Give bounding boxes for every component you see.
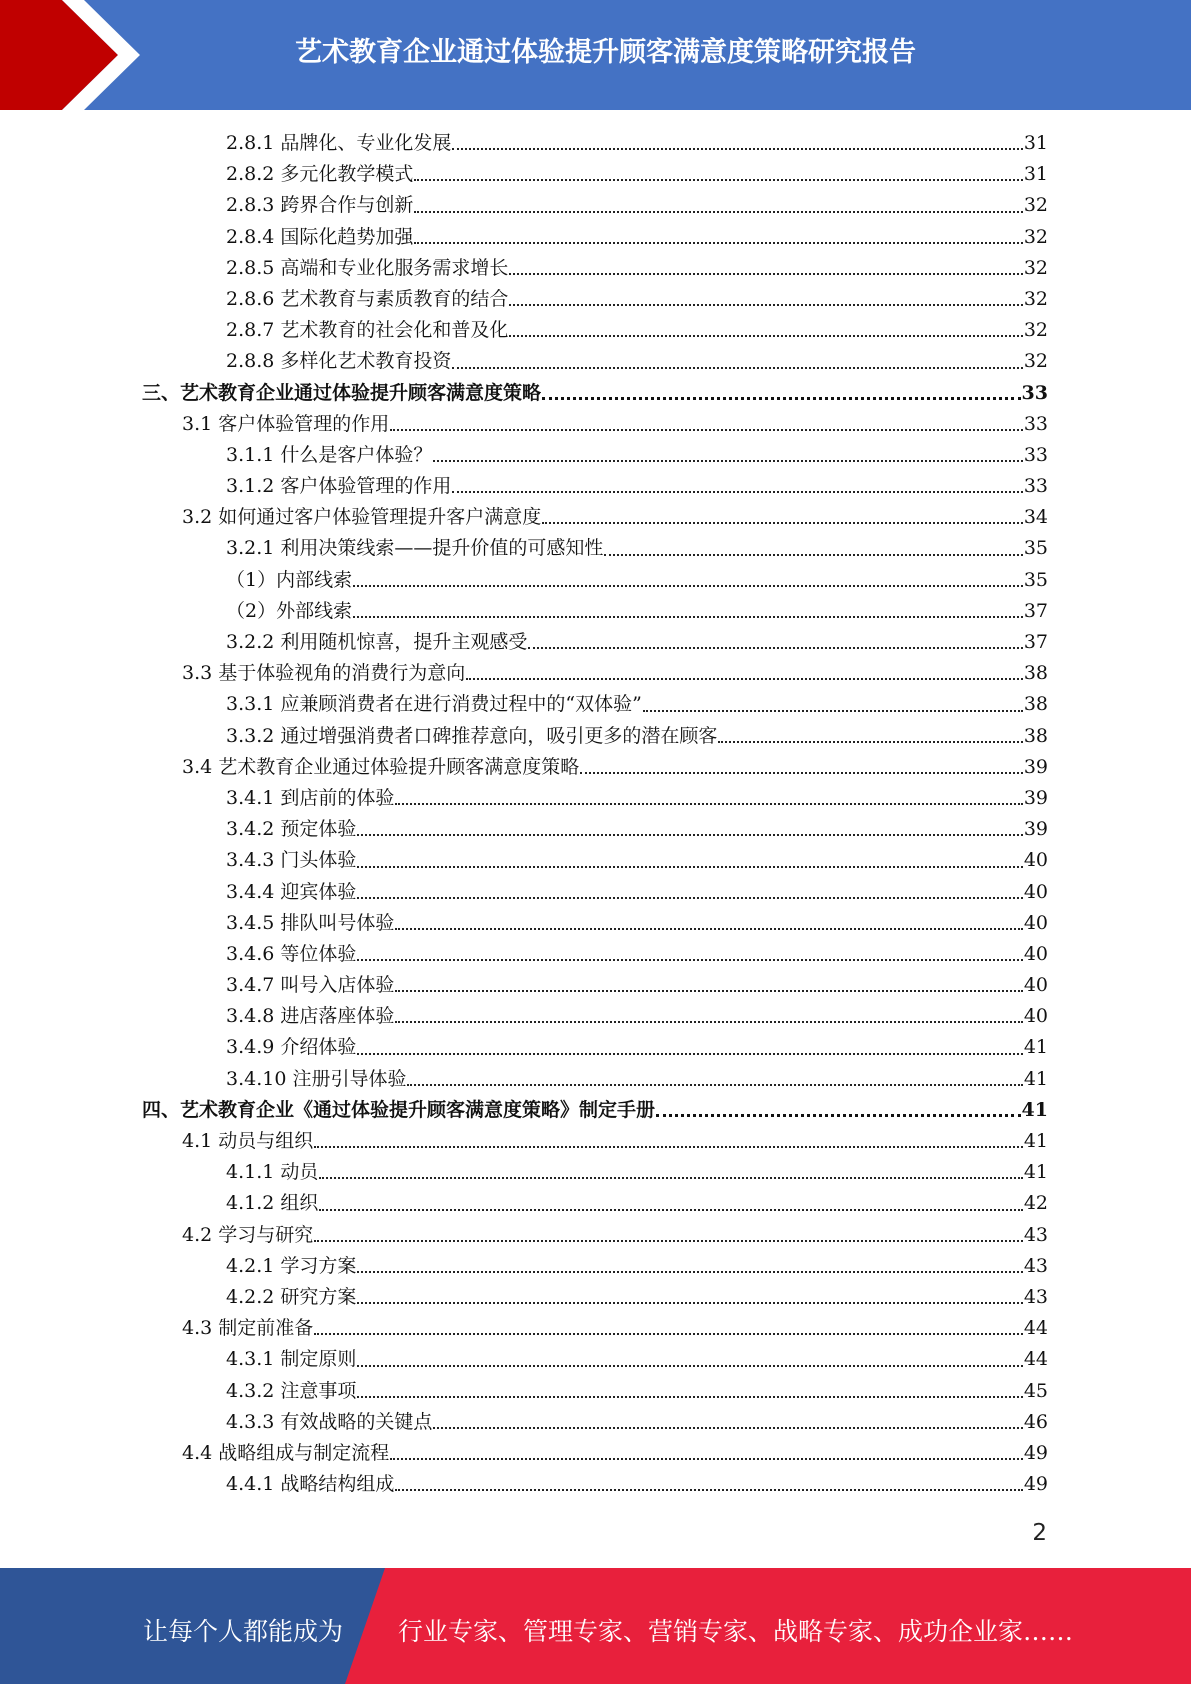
- toc-entry-page: 37: [1023, 599, 1048, 622]
- toc-entry-title: 3.4.9 介绍体验: [226, 1036, 357, 1059]
- toc-dot-leader: [528, 646, 1022, 649]
- toc-entry[interactable]: [142, 1188, 1048, 1219]
- toc-dot-leader: [357, 896, 1022, 899]
- toc-dot-leader: [452, 147, 1022, 150]
- toc-dot-leader: [314, 1239, 1023, 1242]
- toc-entry-title: 3.1 客户体验管理的作用: [182, 412, 390, 435]
- toc-entry-page: 41: [1021, 1098, 1048, 1121]
- toc-dot-leader: [433, 459, 1022, 462]
- toc-dot-leader: [407, 1083, 1022, 1086]
- page-header: [0, 0, 1191, 110]
- toc-entry-page: 40: [1023, 911, 1048, 934]
- toc-entry-title: 4.1.2 组织: [226, 1192, 319, 1215]
- page-number: 2: [1032, 1520, 1047, 1546]
- toc-dot-leader: [390, 1457, 1023, 1460]
- toc-entry[interactable]: [142, 378, 1048, 409]
- toc-entry[interactable]: [142, 721, 1048, 752]
- page-footer: [0, 1568, 1191, 1684]
- toc-dot-leader: [357, 833, 1022, 836]
- toc-entry[interactable]: [142, 533, 1048, 564]
- toc-entry[interactable]: [142, 190, 1048, 221]
- toc-dot-leader: [314, 1332, 1023, 1335]
- toc-dot-leader: [390, 428, 1023, 431]
- toc-entry[interactable]: [142, 970, 1048, 1001]
- toc-entry[interactable]: [142, 471, 1048, 502]
- toc-entry[interactable]: [142, 253, 1048, 284]
- toc-dot-leader: [643, 709, 1023, 712]
- toc-dot-leader: [357, 1301, 1022, 1304]
- toc-dot-leader: [509, 303, 1022, 306]
- toc-entry[interactable]: [142, 1126, 1048, 1157]
- toc-entry-title: 3.4 艺术教育企业通过体验提升顾客满意度策略: [182, 755, 580, 778]
- toc-dot-leader: [414, 241, 1022, 244]
- toc-entry-title: 3.1.1 什么是客户体验？: [226, 443, 433, 466]
- toc-entry-page: 33: [1023, 412, 1048, 435]
- toc-entry[interactable]: [142, 658, 1048, 689]
- toc-entry-title: 3.4.1 到店前的体验: [226, 786, 395, 809]
- toc-dot-leader: [319, 1208, 1022, 1211]
- toc-entry[interactable]: [142, 1376, 1048, 1407]
- toc-entry-title: （1）内部线索: [226, 568, 353, 591]
- toc-entry-title: 三、艺术教育企业通过体验提升顾客满意度策略: [142, 381, 542, 404]
- toc-entry-page: 41: [1023, 1036, 1048, 1059]
- toc-entry[interactable]: [142, 222, 1048, 253]
- toc-entry-title: 4.1.1 动员: [226, 1161, 319, 1184]
- toc-dot-leader: [357, 1364, 1022, 1367]
- toc-dot-leader: [414, 210, 1022, 213]
- toc-entry-page: 33: [1021, 381, 1048, 404]
- toc-entry-page: 41: [1023, 1130, 1048, 1152]
- toc-entry-title: 4.3.3 有效战略的关键点: [226, 1410, 433, 1433]
- toc-entry-title: 2.8.4 国际化趋势加强: [226, 225, 414, 248]
- toc-entry-title: 3.4.4 迎宾体验: [226, 880, 357, 903]
- toc-entry-page: 32: [1023, 225, 1048, 248]
- toc-entry-title: 4.1 动员与组织: [182, 1130, 314, 1152]
- toc-entry-title: 3.1.2 客户体验管理的作用: [226, 475, 452, 498]
- toc-entry-page: 33: [1023, 443, 1048, 466]
- toc-entry[interactable]: [142, 502, 1048, 533]
- toc-entry-title: 2.8.3 跨界合作与创新: [226, 194, 414, 217]
- toc-entry-page: 44: [1023, 1317, 1048, 1340]
- toc-entry-title: 4.3.1 制定原则: [226, 1348, 357, 1371]
- toc-entry-page: 34: [1023, 506, 1048, 529]
- toc-entry[interactable]: [142, 315, 1048, 346]
- toc-entry[interactable]: [142, 128, 1048, 159]
- toc-entry[interactable]: [142, 939, 1048, 970]
- toc-entry[interactable]: [142, 1064, 1048, 1095]
- footer-slogan-left: 让每个人都能成为: [143, 1617, 344, 1646]
- toc-entry-title: 四、艺术教育企业《通过体验提升顾客满意度策略》制定手册: [142, 1098, 656, 1121]
- toc-entry-title: 4.2.2 研究方案: [226, 1285, 357, 1308]
- toc-entry[interactable]: [142, 1469, 1048, 1500]
- toc-entry[interactable]: [142, 1095, 1048, 1126]
- toc-entry-page: 32: [1023, 319, 1048, 342]
- toc-entry-title: 3.3.1 应兼顾消费者在进行消费过程中的“双体验”: [226, 693, 642, 716]
- toc-entry[interactable]: [142, 596, 1048, 627]
- toc-entry[interactable]: [142, 565, 1048, 596]
- toc-entry[interactable]: [142, 440, 1048, 471]
- toc-entry[interactable]: [142, 1344, 1048, 1375]
- toc-dot-leader: [656, 1113, 1021, 1117]
- toc-entry[interactable]: [142, 1220, 1048, 1251]
- toc-entry[interactable]: [142, 1438, 1048, 1469]
- toc-dot-leader: [357, 1395, 1022, 1398]
- toc-entry-title: 4.3.2 注意事项: [226, 1379, 357, 1402]
- toc-entry[interactable]: [142, 1157, 1048, 1188]
- toc-dot-leader: [452, 366, 1022, 369]
- toc-entry-page: 32: [1023, 287, 1048, 310]
- toc-entry-page: 35: [1023, 568, 1048, 591]
- toc-entry-page: 41: [1023, 1067, 1048, 1090]
- toc-entry[interactable]: [142, 1032, 1048, 1063]
- toc-dot-leader: [357, 865, 1022, 868]
- toc-dot-leader: [319, 1176, 1022, 1179]
- toc-entry-page: 40: [1023, 849, 1048, 872]
- toc-entry-title: 3.4.2 预定体验: [226, 818, 357, 841]
- toc-entry-page: 31: [1023, 163, 1048, 186]
- toc-dot-leader: [604, 553, 1022, 556]
- toc-dot-leader: [357, 1270, 1022, 1273]
- toc-entry[interactable]: [142, 908, 1048, 939]
- toc-entry[interactable]: [142, 877, 1048, 908]
- toc-entry-title: 2.8.2 多元化教学模式: [226, 163, 414, 186]
- toc-dot-leader: [452, 490, 1022, 493]
- toc-entry-page: 43: [1023, 1223, 1048, 1246]
- toc-entry-title: 3.3.2 通过增强消费者口碑推荐意向，吸引更多的潜在顾客: [226, 724, 718, 747]
- toc-entry[interactable]: [142, 845, 1048, 876]
- toc-entry[interactable]: [142, 814, 1048, 845]
- toc-entry-title: 3.3 基于体验视角的消费行为意向: [182, 662, 466, 685]
- toc-entry-page: 32: [1023, 194, 1048, 217]
- toc-dot-leader: [414, 178, 1022, 181]
- toc-entry-page: 39: [1023, 818, 1048, 841]
- toc-dot-leader: [395, 1488, 1022, 1491]
- toc-entry-title: （2）外部线索: [226, 599, 353, 622]
- toc-entry-page: 32: [1023, 350, 1048, 373]
- toc-entry-page: 39: [1023, 755, 1048, 778]
- toc-entry-page: 38: [1023, 693, 1048, 716]
- toc-dot-leader: [395, 989, 1022, 992]
- toc-entry[interactable]: [142, 752, 1048, 783]
- toc-entry-page: 39: [1023, 786, 1048, 809]
- toc-dot-leader: [395, 1020, 1022, 1023]
- toc-entry[interactable]: [142, 409, 1048, 440]
- toc-entry-title: 3.4.7 叫号入店体验: [226, 974, 395, 997]
- toc-entry-title: 4.3 制定前准备: [182, 1317, 314, 1340]
- toc-entry-page: 38: [1023, 724, 1048, 747]
- toc-dot-leader: [353, 615, 1023, 618]
- toc-entry-page: 38: [1023, 662, 1048, 685]
- table-of-contents: [142, 128, 1048, 1500]
- toc-entry[interactable]: [142, 1001, 1048, 1032]
- toc-entry-page: 43: [1023, 1285, 1048, 1308]
- toc-entry-page: 31: [1023, 132, 1048, 154]
- toc-dot-leader: [542, 396, 1021, 400]
- toc-entry-page: 37: [1023, 631, 1048, 653]
- toc-entry-page: 40: [1023, 942, 1048, 965]
- toc-entry-title: 3.4.3 门头体验: [226, 849, 357, 872]
- toc-entry[interactable]: [142, 1251, 1048, 1282]
- toc-dot-leader: [542, 521, 1023, 524]
- toc-dot-leader: [580, 771, 1023, 774]
- toc-entry-page: 46: [1023, 1410, 1048, 1433]
- toc-dot-leader: [395, 927, 1022, 930]
- toc-entry-title: 4.4 战略组成与制定流程: [182, 1441, 390, 1464]
- toc-entry-page: 44: [1023, 1348, 1048, 1371]
- toc-entry-title: 2.8.6 艺术教育与素质教育的结合: [226, 287, 509, 310]
- toc-entry-page: 45: [1023, 1379, 1048, 1402]
- toc-entry-title: 3.2.1 利用决策线索——提升价值的可感知性: [226, 537, 604, 560]
- toc-dot-leader: [466, 677, 1023, 680]
- toc-entry-title: 4.2.1 学习方案: [226, 1254, 357, 1277]
- toc-entry-title: 4.4.1 战略结构组成: [226, 1473, 395, 1496]
- toc-entry-title: 3.4.5 排队叫号体验: [226, 911, 395, 934]
- toc-entry[interactable]: [142, 284, 1048, 315]
- toc-entry-title: 2.8.8 多样化艺术教育投资: [226, 350, 452, 373]
- footer-slogan-right: 行业专家、管理专家、营销专家、战略专家、成功企业家……: [398, 1617, 1074, 1646]
- toc-dot-leader: [357, 1052, 1022, 1055]
- toc-entry-page: 33: [1023, 475, 1048, 498]
- toc-dot-leader: [433, 1426, 1022, 1429]
- toc-entry-page: 35: [1023, 537, 1048, 560]
- toc-entry[interactable]: [142, 783, 1048, 814]
- toc-entry[interactable]: [142, 1407, 1048, 1438]
- toc-entry-page: 41: [1023, 1161, 1048, 1184]
- toc-entry[interactable]: [142, 689, 1048, 720]
- toc-entry-title: 2.8.5 高端和专业化服务需求增长: [226, 256, 509, 279]
- toc-entry-title: 3.2.2 利用随机惊喜，提升主观感受: [226, 631, 528, 653]
- toc-dot-leader: [718, 740, 1022, 743]
- toc-entry-page: 42: [1023, 1192, 1048, 1215]
- toc-entry-page: 43: [1023, 1254, 1048, 1277]
- toc-entry-title: 2.8.7 艺术教育的社会化和普及化: [226, 319, 509, 342]
- toc-entry-title: 3.2 如何通过客户体验管理提升客户满意度: [182, 506, 542, 529]
- toc-entry[interactable]: [142, 1313, 1048, 1344]
- toc-dot-leader: [357, 958, 1022, 961]
- toc-entry-page: 32: [1023, 256, 1048, 279]
- toc-entry-title: 3.4.10 注册引导体验: [226, 1067, 407, 1090]
- toc-entry-page: 40: [1023, 974, 1048, 997]
- toc-dot-leader: [353, 584, 1023, 587]
- toc-dot-leader: [314, 1145, 1023, 1148]
- toc-entry-title: 4.2 学习与研究: [182, 1223, 314, 1246]
- toc-entry[interactable]: [142, 346, 1048, 377]
- document-title: 艺术教育企业通过体验提升顾客满意度策略研究报告: [295, 37, 916, 68]
- toc-entry[interactable]: [142, 1282, 1048, 1313]
- toc-entry-title: 3.4.8 进店落座体验: [226, 1005, 395, 1028]
- toc-dot-leader: [395, 802, 1022, 805]
- toc-entry-page: 40: [1023, 1005, 1048, 1028]
- toc-entry-title: 2.8.1 品牌化、专业化发展: [226, 132, 452, 154]
- toc-dot-leader: [509, 334, 1022, 337]
- toc-entry-page: 49: [1023, 1441, 1048, 1464]
- toc-entry-title: 3.4.6 等位体验: [226, 942, 357, 965]
- toc-dot-leader: [509, 272, 1022, 275]
- toc-entry[interactable]: [142, 627, 1048, 658]
- toc-entry-page: 49: [1023, 1473, 1048, 1496]
- toc-entry-page: 40: [1023, 880, 1048, 903]
- toc-entry[interactable]: [142, 159, 1048, 190]
